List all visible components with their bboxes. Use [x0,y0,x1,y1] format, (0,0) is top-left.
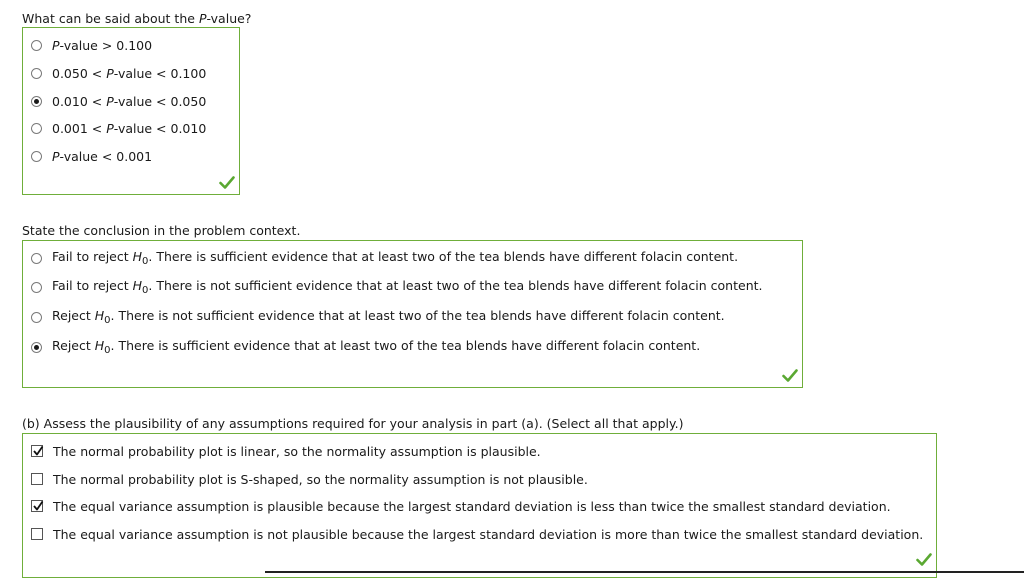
pvalue-option-2[interactable] [31,64,206,82]
radio-button[interactable] [31,253,42,264]
checkbox-checked[interactable] [31,500,43,512]
option-label: Fail to reject $H_0$. There is not sufficient evidence that at least two of the tea blends have different folacin content. [52,278,763,296]
radio-button[interactable] [31,282,42,293]
pvalue-prompt-text: What can be said about the [22,11,199,26]
assumption-option-2[interactable] [31,470,588,488]
radio-button[interactable] [31,312,42,323]
radio-button[interactable] [31,151,42,162]
option-label: The normal probability plot is S-shaped, so the normality assumption is not plausible. [53,471,588,487]
pvalue-prompt-p: P [198,11,207,26]
conclusion-option-4[interactable] [31,338,700,356]
radio-button[interactable] [31,123,42,134]
assumption-option-3[interactable] [31,497,891,515]
correct-checkmark-icon [219,176,235,189]
pvalue-prompt-suffix: -value? [206,11,252,26]
checkbox[interactable] [31,473,43,485]
checkmark-icon [32,445,44,457]
correct-checkmark-icon [916,553,932,566]
pvalue-option-4[interactable] [31,119,206,137]
correct-checkmark-icon [782,369,798,382]
assumptions-prompt: (b) Assess the plausibility of any assumptions required for your analysis in part (a). (Select all that apply.) [22,416,684,431]
radio-button-selected[interactable] [31,96,42,107]
radio-button-selected[interactable] [31,342,42,353]
checkbox[interactable] [31,528,43,540]
radio-button[interactable] [31,40,42,51]
pvalue-option-3[interactable] [31,92,206,110]
pvalue-option-5[interactable] [31,147,152,165]
option-label: The equal variance assumption is not plausible because the largest standard deviation is more than twice the smallest standard deviation. [53,526,924,542]
option-label: P-value < 0.001 [52,148,153,164]
option-label: 0.050 < P-value < 0.100 [52,65,207,81]
assumption-option-1[interactable] [31,442,541,460]
assumptions-options-box [22,433,937,578]
option-label: The equal variance assumption is plausible because the largest standard deviation is less than twice the smallest standard deviation. [53,498,891,514]
assumption-option-4[interactable] [31,525,923,543]
pvalue-option-1[interactable] [31,36,152,54]
checkmark-icon [32,500,44,512]
option-label: Fail to reject $H_0$. There is sufficient evidence that at least two of the tea blends have different folacin content. [52,249,739,267]
conclusion-options-box [22,240,803,388]
conclusion-option-3[interactable] [31,308,725,326]
pvalue-prompt [22,11,251,26]
conclusion-option-2[interactable] [31,278,763,296]
checkbox-checked[interactable] [31,445,43,457]
radio-button[interactable] [31,68,42,79]
option-label: Reject $H_0$. There is not sufficient evidence that at least two of the tea blends have different folacin content. [52,308,725,326]
option-label: 0.001 < P-value < 0.010 [52,120,207,136]
option-label: The normal probability plot is linear, so the normality assumption is plausible. [53,443,541,459]
bottom-divider [265,571,1024,573]
pvalue-options-box [22,27,240,195]
conclusion-prompt: State the conclusion in the problem context. [22,223,301,238]
conclusion-option-1[interactable] [31,249,738,267]
option-label: Reject $H_0$. There is sufficient evidence that at least two of the tea blends have different folacin content. [52,338,701,356]
option-label: 0.010 < P-value < 0.050 [52,93,207,109]
option-label: P-value > 0.100 [52,37,153,53]
